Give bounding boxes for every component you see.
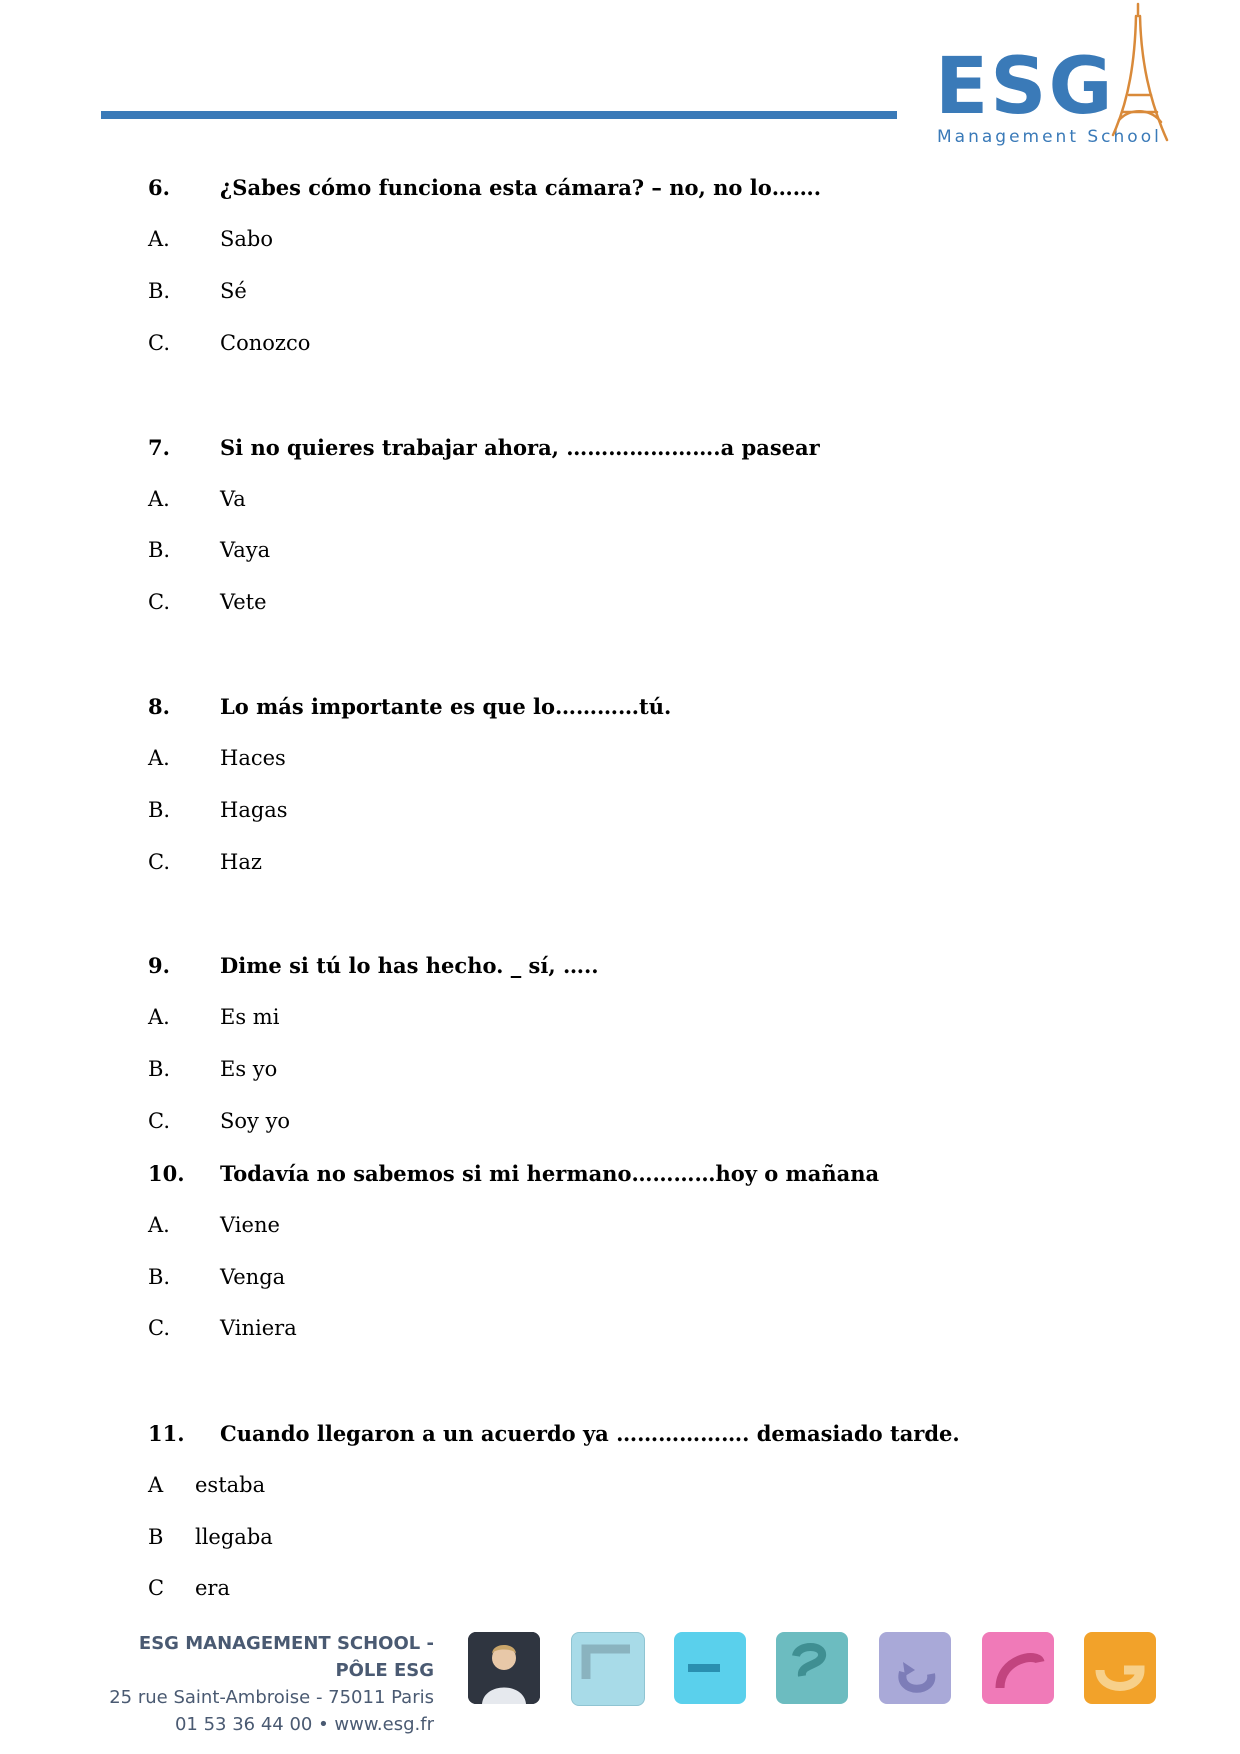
option-letter: A. xyxy=(148,487,170,511)
option-letter: B xyxy=(148,1525,164,1549)
option-letter: C. xyxy=(148,850,170,874)
option-letter: B. xyxy=(148,798,171,822)
option-letter: C. xyxy=(148,1109,170,1133)
option-text: Viene xyxy=(220,1213,280,1237)
option-text: Sabo xyxy=(220,227,273,251)
logo-tagline: Management School xyxy=(937,127,1162,147)
option-text: Conozco xyxy=(220,331,311,355)
option-text: Es yo xyxy=(220,1057,278,1081)
option-letter: B. xyxy=(148,1057,171,1081)
esg-logo xyxy=(925,0,1175,160)
logo-name: ESG xyxy=(935,42,1115,132)
option-text: Soy yo xyxy=(220,1109,291,1133)
question-text: Lo más importante es que lo…………tú. xyxy=(220,694,672,719)
letter-g-tile-icon xyxy=(776,1632,848,1704)
question-number: 8. xyxy=(148,694,170,719)
question-number: 9. xyxy=(148,953,170,978)
option-text: Va xyxy=(220,487,246,511)
header-rule xyxy=(101,111,897,119)
option-letter: A. xyxy=(148,746,170,770)
option-letter: A. xyxy=(148,1005,170,1029)
student-photo xyxy=(468,1632,540,1704)
option-letter: A. xyxy=(148,227,170,251)
option-text: Haz xyxy=(220,850,262,874)
option-text: llegaba xyxy=(195,1525,273,1549)
option-text: Haces xyxy=(220,746,286,770)
question-text: Cuando llegaron a un acuerdo ya ………………. demasiado tarde. xyxy=(220,1421,960,1446)
arc-tile-icon xyxy=(982,1632,1054,1704)
question-text: Si no quieres trabajar ahora, ………………….a pasear xyxy=(220,435,820,460)
option-letter: C. xyxy=(148,1316,170,1340)
option-letter: B. xyxy=(148,538,171,562)
question-number: 10. xyxy=(148,1161,185,1186)
option-text: Viniera xyxy=(220,1316,297,1340)
option-letter: A xyxy=(148,1473,164,1497)
option-text: era xyxy=(195,1576,230,1600)
question-text: ¿Sabes cómo funciona esta cámara? – no, no lo……. xyxy=(220,175,822,200)
option-text: Sé xyxy=(220,279,247,303)
option-letter: B. xyxy=(148,279,171,303)
option-text: Vaya xyxy=(220,538,271,562)
eiffel-tower-icon xyxy=(1105,0,1175,150)
question-number: 11. xyxy=(148,1421,185,1446)
option-letter: A. xyxy=(148,1213,170,1237)
question-number: 6. xyxy=(148,175,170,200)
footer-street: 25 rue Saint-Ambroise - 75011 Paris xyxy=(109,1687,434,1708)
option-letter: C. xyxy=(148,331,170,355)
option-text: Hagas xyxy=(220,798,288,822)
option-text: estaba xyxy=(195,1473,266,1497)
option-letter: C xyxy=(148,1576,165,1600)
option-letter: B. xyxy=(148,1265,171,1289)
footer-school-name: ESG MANAGEMENT SCHOOL - PÔLE ESG xyxy=(138,1633,434,1681)
letter-e-tile-icon xyxy=(571,1632,645,1706)
curve-tile-icon xyxy=(879,1632,951,1704)
hook-tile-icon xyxy=(1084,1632,1156,1704)
question-number: 7. xyxy=(148,435,170,460)
option-letter: C. xyxy=(148,590,170,614)
footer-address xyxy=(87,1630,434,1738)
footer-contact: 01 53 36 44 00 • www.esg.fr xyxy=(174,1714,434,1735)
option-text: Vete xyxy=(220,590,267,614)
option-text: Es mi xyxy=(220,1005,280,1029)
option-text: Venga xyxy=(220,1265,286,1289)
question-text: Dime si tú lo has hecho. _ sí, ….. xyxy=(220,953,599,978)
letter-s-tile-icon xyxy=(674,1632,746,1704)
question-text: Todavía no sabemos si mi hermano…………hoy o mañana xyxy=(220,1161,880,1186)
